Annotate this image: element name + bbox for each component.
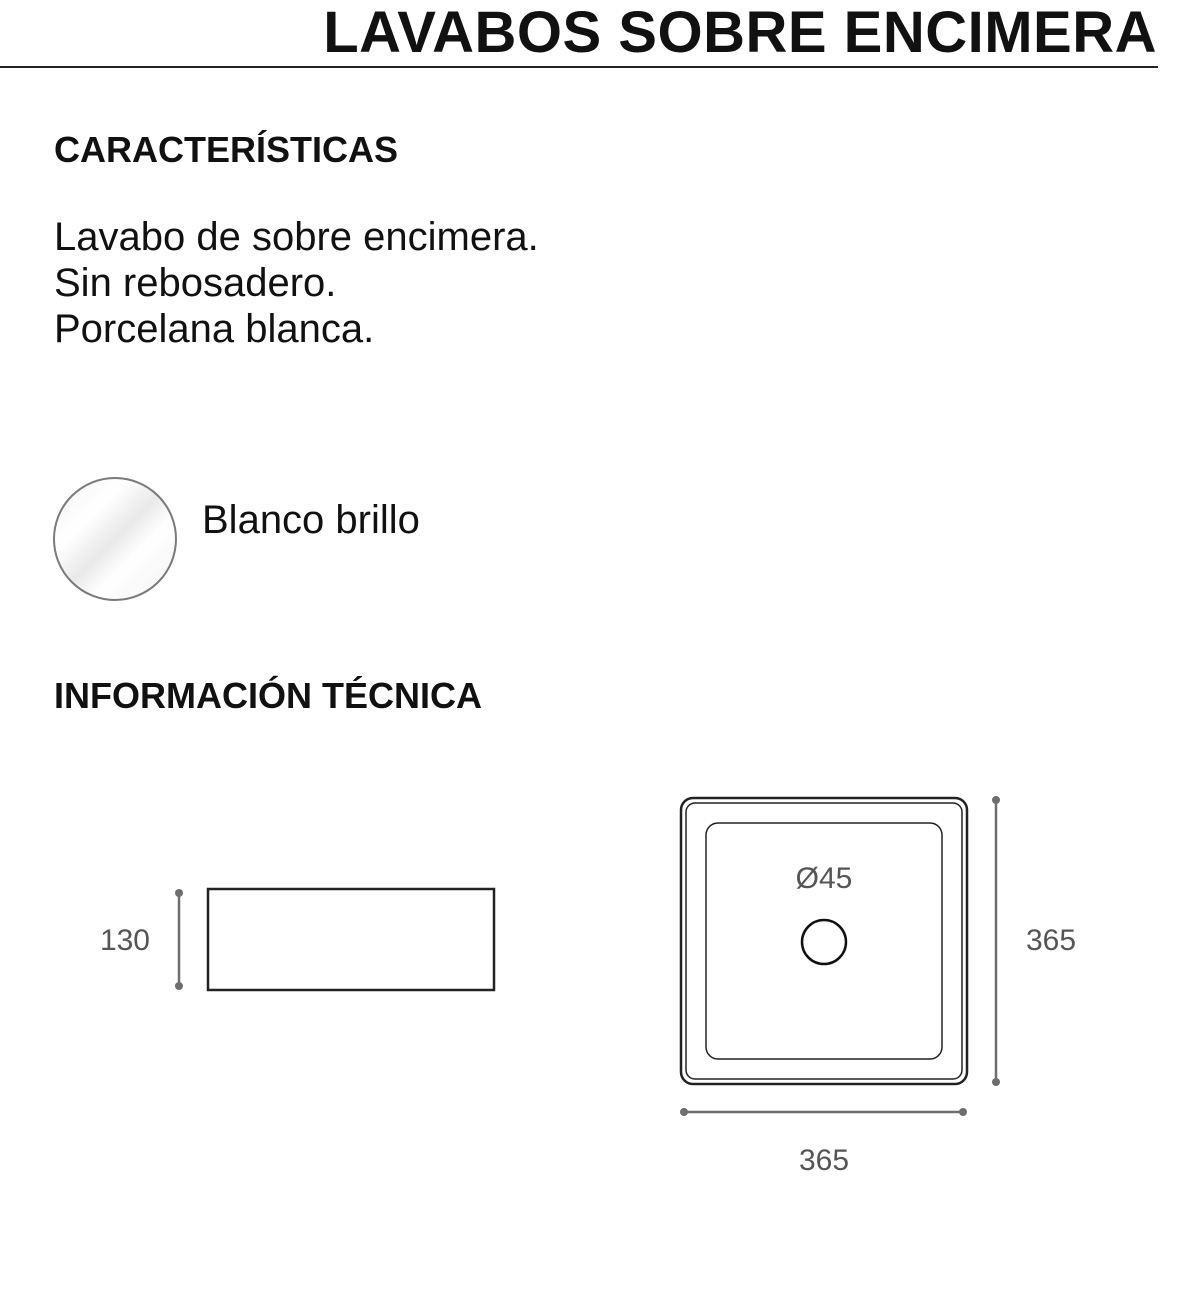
width-dimension-label: 365 — [798, 1144, 850, 1177]
height-dimension-end — [175, 982, 183, 990]
technical-info-heading: INFORMACIÓN TÉCNICA — [54, 675, 482, 716]
width-dimension-end — [959, 1108, 967, 1116]
characteristics-heading: CARACTERÍSTICAS — [54, 129, 399, 170]
drain-diameter-label: Ø45 — [795, 862, 853, 895]
basin-side-profile — [208, 889, 494, 990]
title-divider — [0, 66, 1158, 68]
side-view — [100, 889, 494, 990]
basin-bowl — [706, 823, 942, 1059]
feature-item: Lavabo de sobre encimera. — [54, 215, 539, 259]
feature-list — [54, 214, 539, 352]
page-title: LAVABOS SOBRE ENCIMERA — [323, 0, 1157, 65]
finish-swatch — [53, 477, 177, 601]
width-dimension-end — [680, 1108, 688, 1116]
depth-dimension-label: 365 — [1026, 924, 1077, 957]
basin-outer-rim — [681, 798, 967, 1084]
height-dimension-end — [175, 889, 183, 897]
height-dimension-label: 130 — [99, 924, 150, 957]
technical-drawing — [0, 760, 1199, 1200]
feature-item: Porcelana blanca. — [54, 307, 375, 351]
drain-hole — [802, 920, 846, 964]
top-view — [680, 796, 1076, 1177]
basin-outer-rim-inner — [686, 803, 962, 1079]
feature-item: Sin rebosadero. — [54, 261, 337, 305]
finish-label: Blanco brillo — [202, 498, 420, 542]
depth-dimension-end — [992, 1078, 1000, 1086]
depth-dimension-end — [992, 796, 1000, 804]
